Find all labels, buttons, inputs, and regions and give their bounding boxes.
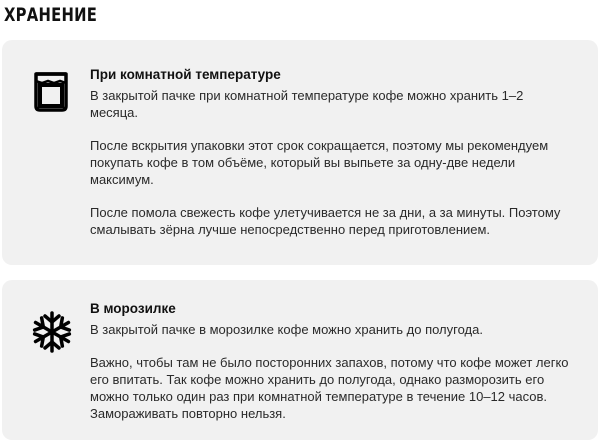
storage-card-room-temperature <box>2 40 598 265</box>
card-paragraph: Важно, чтобы там не было посторонних запахов, потому что кофе может легко его впитать. Так кофе можно хранить до полугода, однако разморозить его можно только один раз при комнатной температуре в течение 10–12 часов. Замораживать повторно нельзя. <box>90 355 569 421</box>
coffee-bag-icon <box>30 70 72 117</box>
storage-card-freezer <box>2 280 598 440</box>
card-paragraph: В закрытой пачке при комнатной температуре кофе можно хранить 1–2 месяца. <box>90 88 524 120</box>
card-paragraph: В закрытой пачке в морозилке кофе можно хранить до полугода. <box>90 322 483 337</box>
card-heading: В морозилке <box>90 301 176 316</box>
snowflake-icon <box>30 310 74 359</box>
card-heading: При комнатной температуре <box>90 67 281 82</box>
page-title: ХРАНЕНИЕ <box>4 4 98 26</box>
card-content <box>90 66 574 238</box>
card-paragraph: После помола свежесть кофе улетучивается не за дни, а за минуты. Поэтому смалывать зёрна лучше непосредственно перед приготовлением. <box>90 205 561 237</box>
card-paragraph: После вскрытия упаковки этот срок сокращается, поэтому мы рекомендуем покупать кофе в том объёме, который вы выпьете за одну-две недели максимум. <box>90 138 549 187</box>
card-content <box>90 300 574 422</box>
